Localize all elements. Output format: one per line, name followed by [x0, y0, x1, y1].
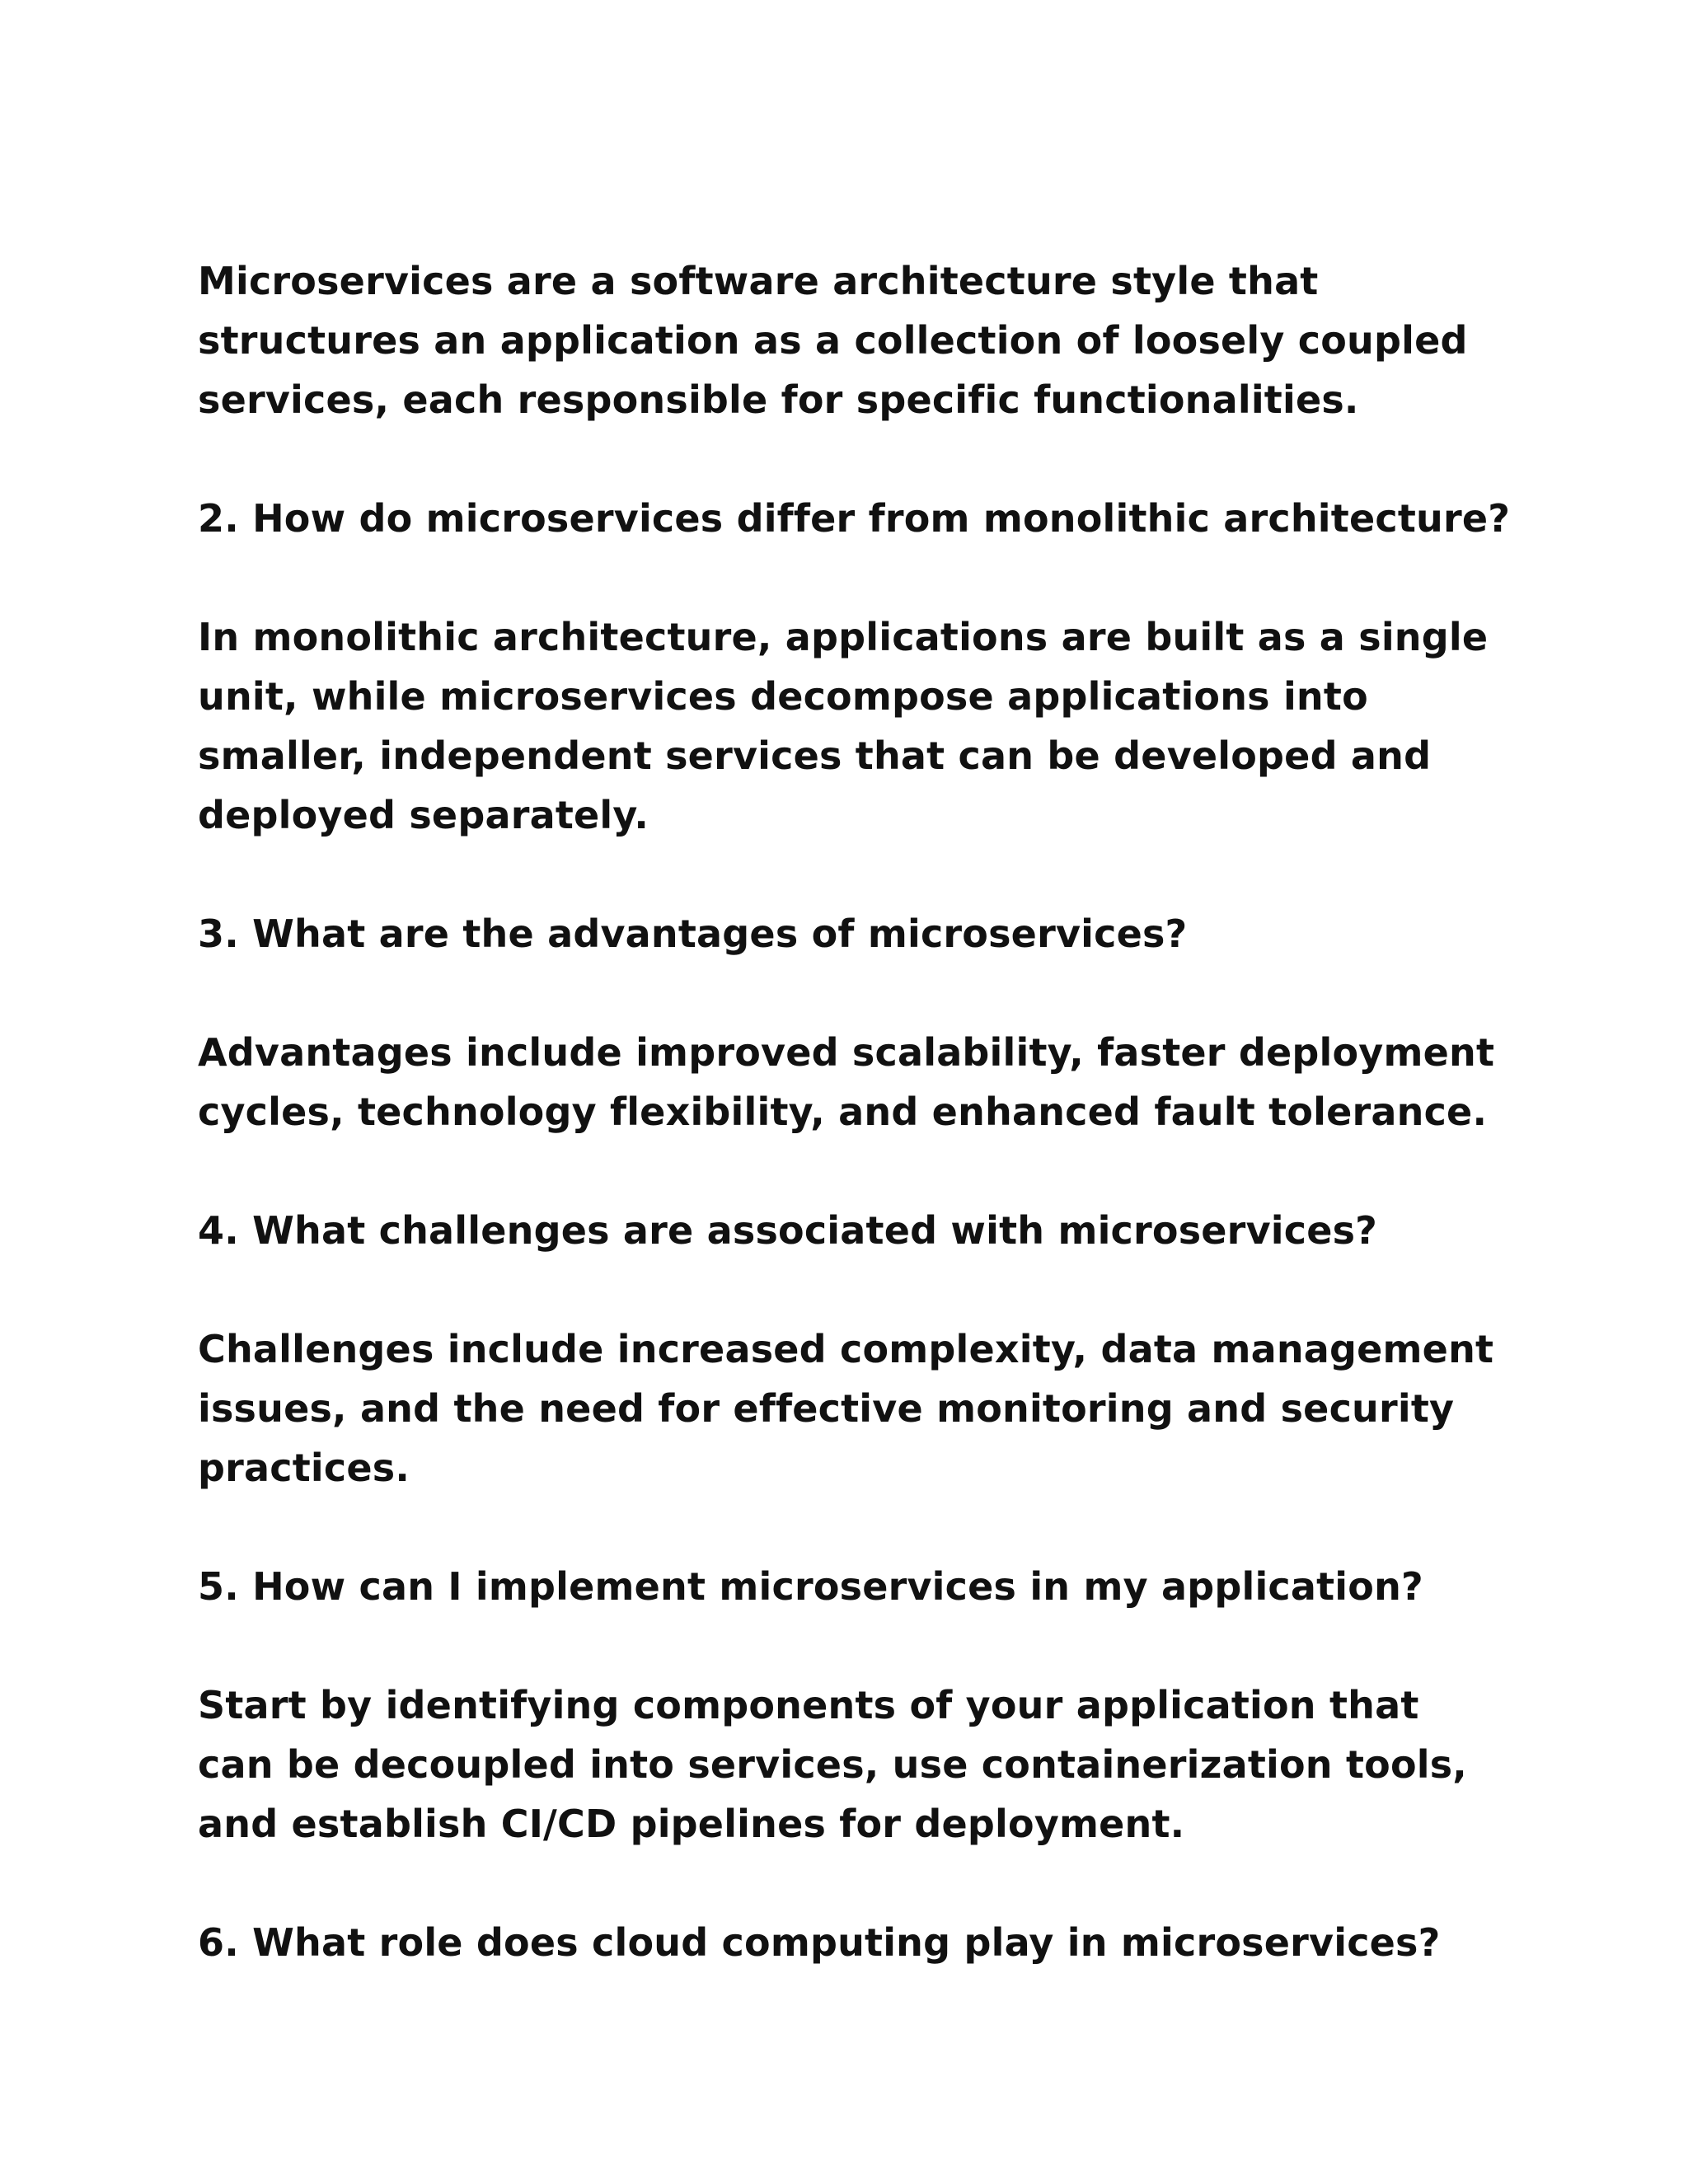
answer-paragraph-1: Microservices are a software architecture style that structures an application as a collection of loosely coupled services, each responsible for specific functionalities.	[198, 259, 1468, 422]
question-heading-3: 3. What are the advantages of microservices?	[198, 912, 1188, 956]
document-body	[198, 251, 1517, 1972]
answer-paragraph-4: Challenges include increased complexity, data management issues, and the need for effective monitoring and security practices.	[198, 1327, 1494, 1490]
answer-paragraph-5: Start by identifying components of your application that can be decoupled into services, use containerization tools, and establish CI/CD pipelines for deployment.	[198, 1683, 1467, 1846]
question-heading-2: 2. How do microservices differ from monolithic architecture?	[198, 496, 1511, 541]
answer-paragraph-2: In monolithic architecture, applications are built as a single unit, while microservices decompose applications into smaller, independent services that can be developed and deployed separately.	[198, 615, 1489, 837]
question-heading-5: 5. How can I implement microservices in my application?	[198, 1564, 1423, 1609]
question-heading-6: 6. What role does cloud computing play in microservices?	[198, 1920, 1441, 1965]
answer-paragraph-3: Advantages include improved scalability, faster deployment cycles, technology flexibility, and enhanced fault tolerance.	[198, 1030, 1495, 1134]
question-heading-4: 4. What challenges are associated with microservices?	[198, 1208, 1378, 1253]
